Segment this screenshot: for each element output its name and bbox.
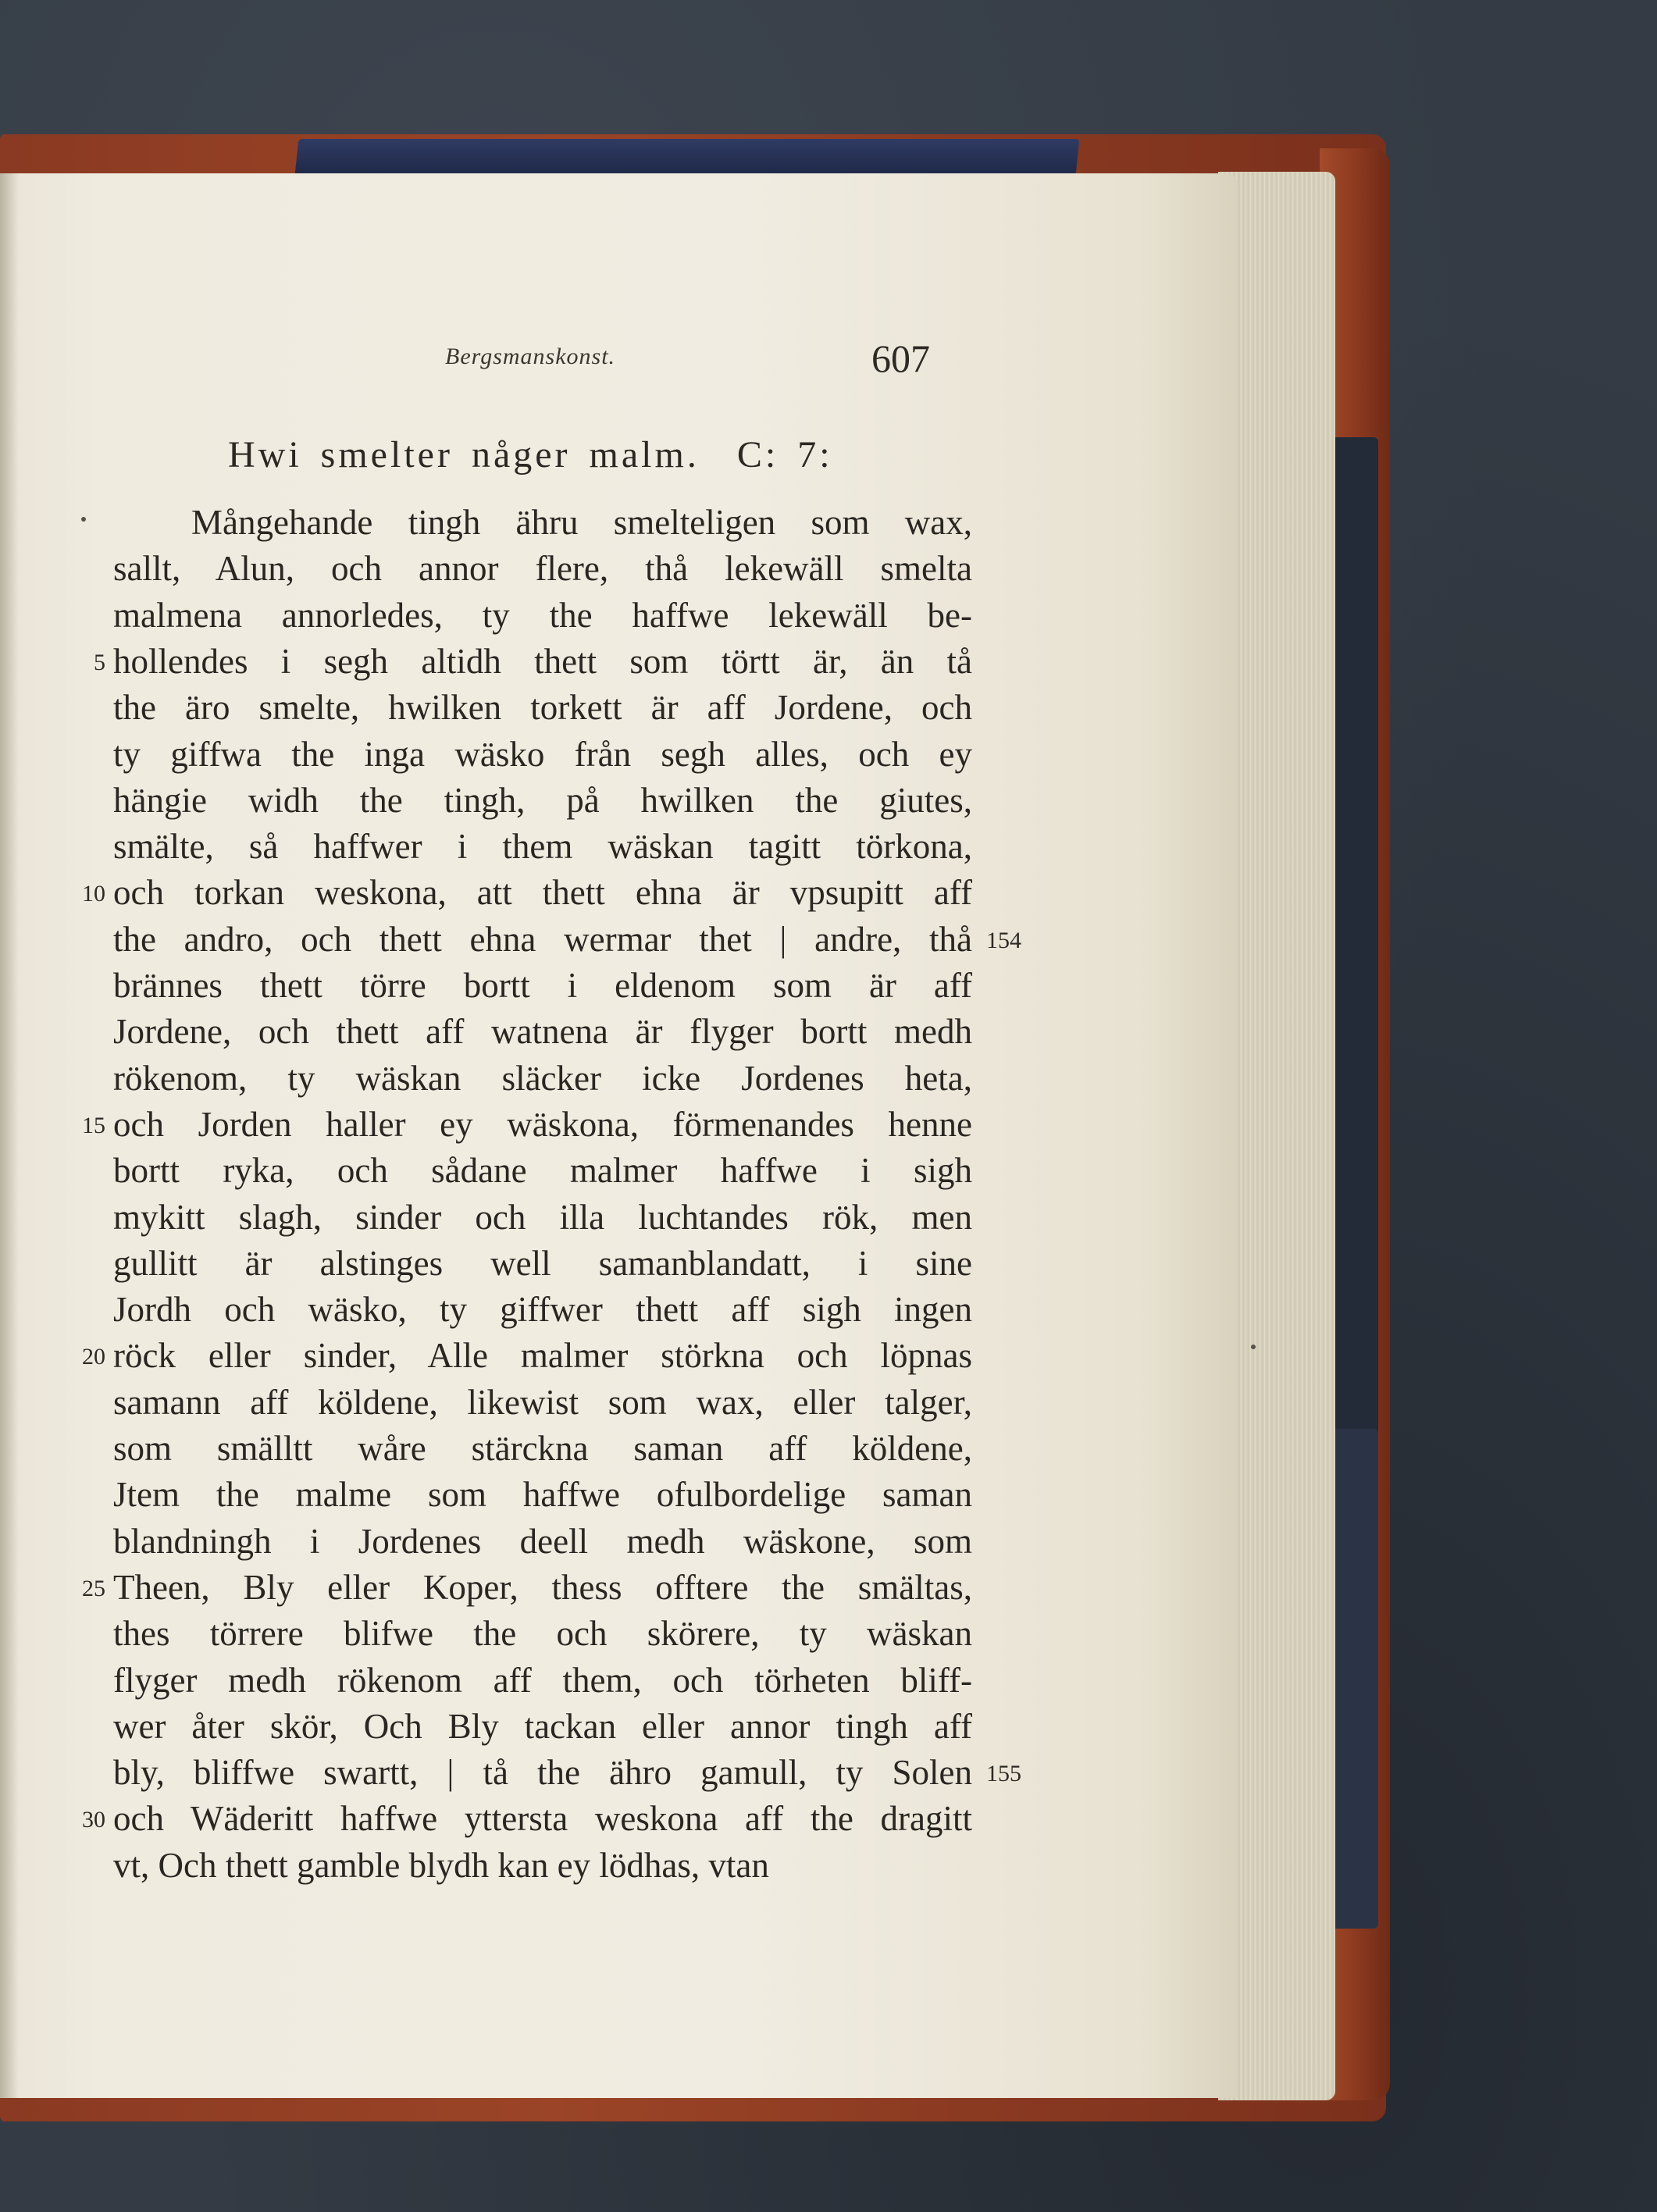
running-title: Bergsmanskonst.: [445, 344, 616, 369]
text-line: wer åter skör, Och Bly tackan eller annor tingh aff: [113, 1707, 972, 1746]
text-line: smälte, så haffwer i them wäskan tagitt törkona,: [113, 827, 972, 866]
text-line: bortt ryka, och sådane malmer haffwe i sigh: [113, 1151, 972, 1190]
line-number: 5: [94, 650, 105, 675]
text-line: mykitt slagh, sinder och illa luchtandes rök, men: [113, 1198, 972, 1237]
text-line: the andro, och thett ehna wermar thet | andre, thå: [113, 920, 972, 959]
text-line: ty giffwa the inga wäsko från segh alles, och ey: [113, 735, 972, 774]
text-line: malmena annorledes, ty the haffwe lekewäll be-: [113, 596, 972, 635]
text-line: som smälltt wåre stärckna saman aff köldene,: [113, 1429, 972, 1468]
margin-page-ref: 154: [986, 928, 1021, 953]
text-line: och Wäderitt haffwe yttersta weskona aff the dragitt: [113, 1799, 972, 1838]
text-line: flyger medh rökenom aff them, och törheten bliff-: [113, 1661, 972, 1700]
text-line: thes törrere blifwe the och skörere, ty wäskan: [113, 1614, 972, 1653]
text-line: the äro smelte, hwilken torkett är aff Jordene, och: [113, 688, 972, 727]
text-line: sallt, Alun, och annor flere, thå lekewäll smelta: [113, 549, 972, 588]
book-spine-strip: [295, 139, 1080, 175]
line-number: 20: [82, 1344, 105, 1370]
text-line: och torkan weskona, att thett ehna är vpsupitt aff: [113, 873, 972, 912]
text-line: röck eller sinder, Alle malmer störkna och löpnas: [113, 1336, 972, 1375]
text-line: Jordh och wäsko, ty giffwer thett aff sigh ingen: [113, 1290, 972, 1329]
text-line: Jordene, och thett aff watnena är flyger bortt medh: [113, 1012, 972, 1051]
text-line: gullitt är alstinges well samanblandatt, i sine: [113, 1244, 972, 1283]
chapter-title: Hwi smelter någer malm. C: 7:: [228, 434, 833, 476]
margin-page-ref: 155: [986, 1761, 1021, 1786]
page-gutter-shadow: [0, 173, 19, 2098]
text-line: bly, bliffwe swartt, | tå the ähro gamull, ty Solen: [113, 1753, 972, 1792]
text-line: hängie widh the tingh, på hwilken the giutes,: [113, 781, 972, 820]
line-number: 15: [82, 1113, 105, 1138]
line-number: 25: [82, 1576, 105, 1601]
text-line: vt, Och thett gamble blydh kan ey lödhas, vtan: [113, 1846, 769, 1885]
text-line: Jtem the malme som haffwe ofulbordelige saman: [113, 1475, 972, 1514]
line-number: 30: [82, 1807, 105, 1833]
text-line: brännes thett törre bortt i eldenom som är aff: [113, 966, 972, 1005]
text-line: blandningh i Jordenes deell medh wäskone, som: [113, 1522, 972, 1561]
text-line: samann aff köldene, likewist som wax, eller talger,: [113, 1383, 972, 1422]
page-number: 607: [871, 337, 930, 380]
text-line: hollendes i segh altidh thett som törtt är, än tå: [113, 642, 972, 681]
text-line: och Jorden haller ey wäskona, förmenandes henne: [113, 1105, 972, 1144]
cover-damage-dark-lower: [1331, 1429, 1378, 1929]
text-line: rökenom, ty wäskan släcker icke Jordenes heta,: [113, 1059, 972, 1098]
line-number: 10: [82, 881, 105, 907]
margin-dot: [1251, 1345, 1256, 1349]
margin-dot: [81, 517, 86, 522]
text-line: Mångehande tingh ähru smelteligen som wax,: [191, 503, 972, 542]
text-line: Theen, Bly eller Koper, thess offtere the smältas,: [113, 1568, 972, 1607]
